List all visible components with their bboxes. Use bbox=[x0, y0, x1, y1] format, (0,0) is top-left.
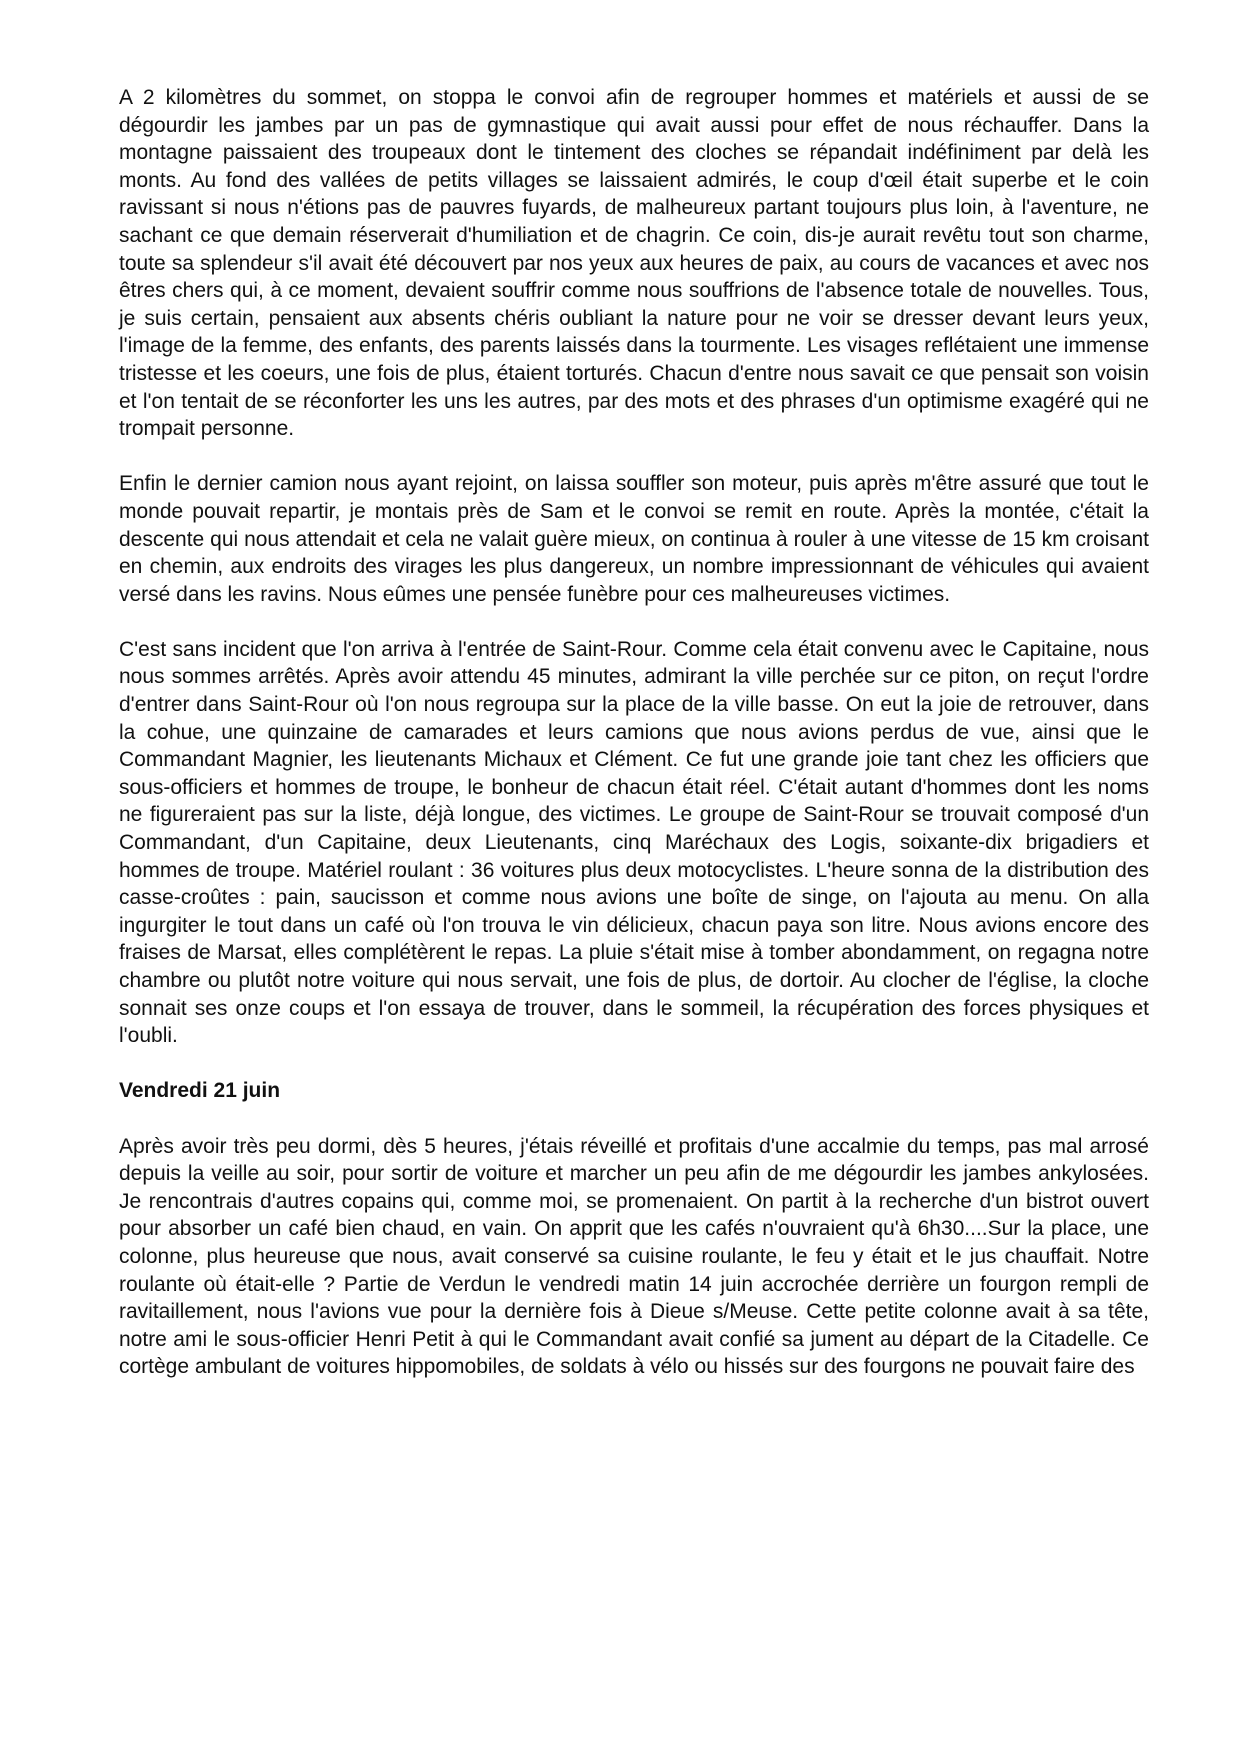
paragraph-friday-morning: Après avoir très peu dormi, dès 5 heures, j'étais réveillé et profitais d'une accalmie du temps, pas mal arrosé depuis la veille au soir, pour sortir de voiture et marcher un peu afin de me dégourdir les jambes ankylosées. Je rencontrais d'autres copains qui, comme moi, se promenaient. On partit à la recherche d'un bistrot ouvert pour absorber un café bien chaud, en vain. On apprit que les cafés n'ouvraient qu'à 6h30....Sur la place, une colonne, plus heureuse que nous, avait conservé sa cuisine roulante, le feu y était et le jus chauffait. Notre roulante où était-elle ? Partie de Verdun le vendredi matin 14 juin accrochée derrière un fourgon rempli de ravitaillement, nous l'avions vue pour la dernière fois à Dieue s/Meuse. Cette petite colonne avait à sa tête, notre ami le sous-officier Henri Petit à qui le Commandant avait confié sa jument au départ de la Citadelle. Ce cortège ambulant de voitures hippomobiles, de soldats à vélo ou hissés sur des fourgons ne pouvait faire des bbox=[119, 1134, 1149, 1379]
paragraph-mountain-convoy: A 2 kilomètres du sommet, on stoppa le convoi afin de regrouper hommes et matériels et aussi de se dégourdir les jambes par un pas de gymnastique qui avait aussi pour effet de nous réchauffer. Dans la montagne paissaient des troupeaux dont le tintement des cloches se répandait indéfiniment par delà les monts. Au fond des vallées de petits villages se laissaient admirés, le coup d'œil était superbe et le coin ravissant si nous n'étions pas de pauvres fuyards, de malheureux partant toujours plus loin, à l'aventure, ne sachant ce que demain réserverait d'humiliation et de chagrin. Ce coin, dis-je aurait revêtu tout son charme, toute sa splendeur s'il avait été découvert par nos yeux aux heures de paix, au cours de vacances et avec nos êtres chers qui, à ce moment, devaient souffrir comme nous souffrions de l'absence totale de nouvelles. Tous, je suis certain, pensaient aux absents chéris oubliant la nature pour ne voir se dresser devant leurs yeux, l'image de la femme, des enfants, des parents laissés dans la tourmente. Les visages reflétaient une immense tristesse et les coeurs, une fois de plus, étaient torturés. Chacun d'entre nous savait ce que pensait son voisin et l'on tentait de se réconforter les uns les autres, par des mots et des phrases d'un optimisme exagéré qui ne trompait personne. bbox=[119, 86, 1149, 441]
document-page bbox=[119, 84, 1149, 1409]
paragraph-descent: Enfin le dernier camion nous ayant rejoint, on laissa souffler son moteur, puis après m'être assuré que tout le monde pouvait repartir, je montais près de Sam et le convoi se remit en route. Après la montée, c'était la descente qui nous attendait et cela ne valait guère mieux, on continua à rouler à une vitesse de 15 km croisant en chemin, aux endroits des virages les plus dangereux, un nombre impressionnant de véhicules qui avaient versé dans les ravins. Nous eûmes une pensée funèbre pour ces malheureuses victimes. bbox=[119, 472, 1149, 606]
paragraph-saint-rour: C'est sans incident que l'on arriva à l'entrée de Saint-Rour. Comme cela était convenu avec le Capitaine, nous nous sommes arrêtés. Après avoir attendu 45 minutes, admirant la ville perchée sur ce piton, on reçut l'ordre d'entrer dans Saint-Rour où l'on nous regroupa sur la place de la ville basse. On eut la joie de retrouver, dans la cohue, une quinzaine de camarades et leurs camions que nous avions perdus de vue, ainsi que le Commandant Magnier, les lieutenants Michaux et Clément. Ce fut une grande joie tant chez les officiers que sous-officiers et hommes de troupe, le bonheur de chacun était réel. C'était autant d'hommes dont les noms ne figureraient pas sur la liste, déjà longue, des victimes. Le groupe de Saint-Rour se trouvait composé d'un Commandant, d'un Capitaine, deux Lieutenants, cinq Maréchaux des Logis, soixante-dix brigadiers et hommes de troupe. Matériel roulant : 36 voitures plus deux motocyclistes. L'heure sonna de la distribution des casse-croûtes : pain, saucisson et comme nous avions une boîte de singe, on l'ajouta au menu. On alla ingurgiter le tout dans un café où l'on trouva le vin délicieux, chacun paya son litre. Nous avions encore des fraises de Marsat, elles complétèrent le repas. La pluie s'était mise à tomber abondamment, on regagna notre chambre ou plutôt notre voiture qui nous servait, une fois de plus, de dortoir. Au clocher de l'église, la cloche sonnait ses onze coups et l'on essaya de trouver, dans le sommeil, la récupération des forces physiques et l'oubli. bbox=[119, 637, 1149, 1048]
section-heading-date: Vendredi 21 juin bbox=[119, 1079, 281, 1103]
